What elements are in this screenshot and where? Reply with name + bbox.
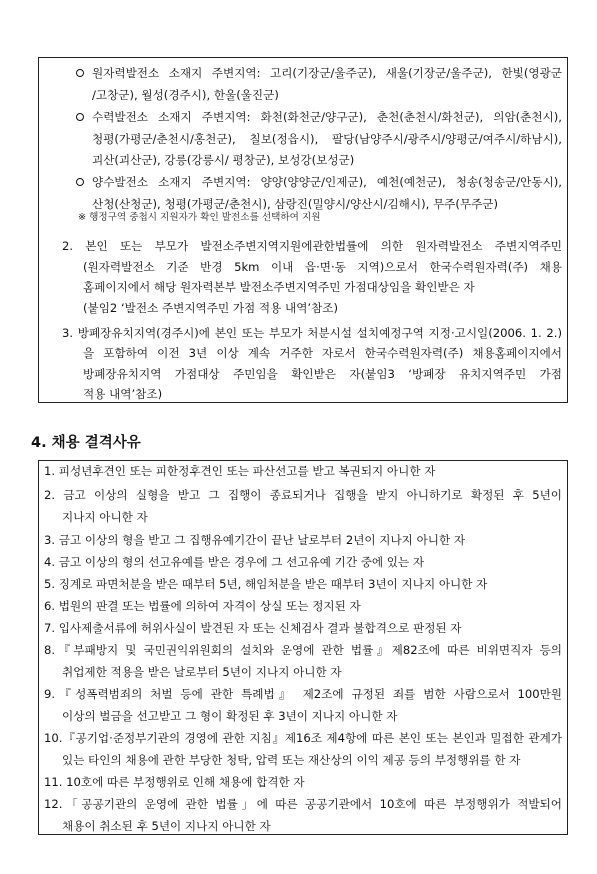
disqualification-item: 1. 피성년후견인 또는 피한정후견인 또는 파산선고를 받고 복권되지 아니한 자 xyxy=(44,464,436,478)
section-title: 4. 채용 결격사유 xyxy=(31,435,141,451)
disqualification-item: 8.『부패방지 및 국민권익위원회의 설치와 운영에 관한 법률』제82조에 따른 비위면직자 등의 xyxy=(44,643,562,657)
pumped-storage-region-line: 산청(산청군), 청평(가평군/춘천시), 삼랑진(밀양시/양산시/김해시), 무주(무주군) xyxy=(92,197,499,211)
disqualification-item: 7. 입사제출서류에 허위사실이 발견된 자 또는 신체검사 결과 불합격으로 판정된 자 xyxy=(44,621,462,635)
disqualification-item: 3. 금고 이상의 형을 받고 그 집행유예기간이 끝난 날로부터 2년이 지나지 아니한 자 xyxy=(44,533,466,547)
eligibility-item-2-line: 2. 본인 또는 부모가 발전소주변지역지원에관한법률에 의한 원자력발전소 주변지역주민 xyxy=(62,239,562,253)
hydro-plant-region-line: 괴산(괴산군), 강릉(강릉시/ 평창군), 보성강(보성군) xyxy=(92,153,355,167)
disqualification-item-cont: 이상의 벌금을 선고받고 그 형이 확정된 후 3년이 지나지 아니한 자 xyxy=(62,709,398,723)
circle-bullet-icon xyxy=(76,113,84,121)
disqualification-item: 12.「공공기관의 운영에 관한 법률」에 따른 공공기관에서 10호에 따른 부정행위가 적발되어 xyxy=(44,797,562,811)
hydro-plant-region-line: 수력발전소 소재지 주변지역: 화천(화천군/양구군), 춘천(춘천시/화천군), 의암(춘천시), xyxy=(92,110,562,124)
disqualification-item-cont: 채용이 취소된 후 5년이 지나지 아니한 자 xyxy=(62,819,271,833)
circle-bullet-icon xyxy=(76,69,84,77)
eligibility-item-3-line: 3. 방폐장유치지역(경주시)에 본인 또는 부모가 처분시설 설치예정구역 지정·고시일(2006. 1. 2.) xyxy=(62,326,562,340)
disqualification-item: 10.『공기업·준정부기관의 경영에 관한 지침』제16조 제4항에 따른 본인 또는 본인과 밀접한 관계가 xyxy=(44,731,562,745)
disqualification-item-cont: 취업제한 적용을 받은 날로부터 5년이 지나지 아니한 자 xyxy=(62,665,342,679)
eligibility-item-2-line: 홈페이지에서 해당 원자력본부 발전소주변지역주민 가점대상임을 확인받은 자 xyxy=(83,280,475,294)
circle-bullet-icon xyxy=(76,178,84,186)
region-overlap-note: ※ 행정구역 중첩시 지원자가 확인 발전소를 선택하여 지원 xyxy=(78,212,321,223)
disqualification-item: 6. 법원의 판결 또는 법률에 의하여 자격이 상실 또는 정지된 자 xyxy=(44,599,361,613)
nuclear-plant-region-line: /고창군), 월성(경주시), 한울(울진군) xyxy=(92,88,279,102)
eligibility-item-2-line: (원자력발전소 기준 반경 5km 이내 읍·면·동 지역)으로서 한국수력원자력(주) 채용 xyxy=(83,260,562,274)
disqualification-item: 4. 금고 이상의 형의 선고유예를 받은 경우에 그 선고유예 기간 중에 있는 자 xyxy=(44,555,425,569)
nuclear-plant-region-line: 원자력발전소 소재지 주변지역: 고리(기장군/울주군), 새울(기장군/울주군), 한빛(영광군 xyxy=(92,66,562,80)
eligibility-item-3-line: 적용 내역’참조) xyxy=(83,387,163,401)
disqualification-item: 5. 징계로 파면처분을 받은 때부터 5년, 해임처분을 받은 때부터 3년이 지나지 아니한 자 xyxy=(44,577,488,591)
hydro-plant-region-line: 청평(가평군/춘천시/홍천군), 칠보(정읍시), 팔당(남양주시/광주시/양평군/여주시/하남시), xyxy=(92,132,562,146)
eligibility-item-3-line: 방폐장유치지역 가점대상 주민임을 확인받은 자(붙임3 ‘방폐장 유치지역주민 가점 xyxy=(83,367,562,381)
pumped-storage-region-line: 양수발전소 소재지 주변지역: 양양(양양군/인제군), 예천(예천군), 청송(청송군/안동시), xyxy=(92,175,562,189)
disqualification-item-cont: 지나지 아니한 자 xyxy=(62,510,148,524)
disqualification-item: 11. 10호에 따른 부정행위로 인해 채용에 합격한 자 xyxy=(44,775,305,789)
eligibility-item-2-line: (붙임2 ‘발전소 주변지역주민 가점 적용 내역’참조) xyxy=(83,301,339,315)
eligibility-item-3-line: 을 포함하여 이전 3년 이상 계속 거주한 자로서 한국수력원자력(주) 채용홈페이지에서 xyxy=(83,346,562,360)
disqualification-item: 2. 금고 이상의 실형을 받고 그 집행이 종료되거나 집행을 받지 아니하기로 확정된 후 5년이 xyxy=(44,488,562,502)
disqualification-item: 9.『성폭력범죄의 처벌 등에 관한 특례법』 제2조에 규정된 죄를 범한 사람으로서 100만원 xyxy=(44,687,562,701)
disqualification-item-cont: 있는 타인의 채용에 관한 부당한 청탁, 압력 또는 재산상의 이익 제공 등의 부정행위를 한 자 xyxy=(62,753,521,767)
